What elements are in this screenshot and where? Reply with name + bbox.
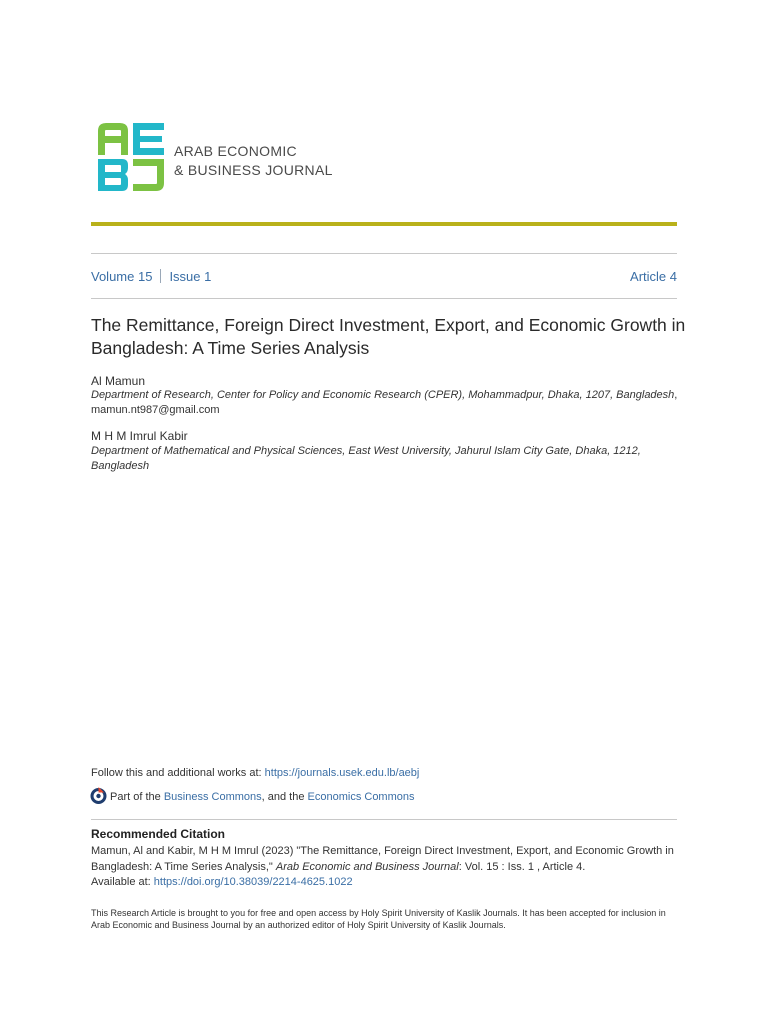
citation-journal: Arab Economic and Business Journal [275, 860, 459, 873]
economics-commons-link[interactable]: Economics Commons [307, 791, 415, 803]
issue-meta-row [91, 269, 677, 287]
bepress-commons-icon [89, 786, 108, 805]
author-name: M H M Imrul Kabir [91, 429, 188, 443]
volume-link[interactable]: Volume 15 [91, 269, 153, 284]
journal-name-line2: & BUSINESS JOURNAL [174, 162, 333, 178]
issue-link[interactable]: Issue 1 [169, 269, 212, 284]
citation-volume: : Vol. 15 : Iss. 1 , Article 4. [458, 860, 586, 873]
article-number-link[interactable]: Article 4 [630, 269, 677, 284]
divider-citation [91, 819, 677, 820]
follow-prefix: Follow this and additional works at: [91, 767, 265, 779]
citation-text [91, 844, 681, 891]
journal-name [174, 142, 333, 180]
divider-top [91, 253, 677, 254]
recommended-citation-heading: Recommended Citation [91, 827, 226, 841]
part-of-middle: , and the [261, 791, 308, 803]
available-at-label: Available at: [91, 876, 154, 888]
author-name: Al Mamun [91, 374, 146, 388]
author-affiliation [91, 388, 681, 417]
journal-name-line1: ARAB ECONOMIC [174, 143, 297, 159]
citation-authors-title: Mamun, Al and Kabir, M H M Imrul (2023) "The Remittance, Foreign Direct Investment, Export, and Economic Growth in Bangladesh: A Time Series Analysis," [91, 845, 674, 873]
doi-link[interactable]: https://doi.org/10.38039/2214-4625.1022 [153, 876, 353, 888]
business-commons-link[interactable]: Business Commons [163, 791, 262, 803]
accent-rule [91, 222, 677, 226]
author-affiliation [91, 444, 681, 473]
access-footnote: This Research Article is brought to you for free and open access by Holy Spirit University of Kaslik Journals. It has been accepted for inclusion in Arab Economic and Business Journal by an authorized editor of Holy Spirit University of Kaslik Journals. [91, 908, 666, 930]
affiliation-text: Department of Research, Center for Policy and Economic Research (CPER), Mohammadpur, Dhaka, 1207, Bangladesh [91, 389, 675, 401]
journal-url-link[interactable]: https://journals.usek.edu.lb/aebj [264, 767, 420, 779]
article-title: The Remittance, Foreign Direct Investment, Export, and Economic Growth in Bangladesh: A Time Series Analysis [91, 315, 686, 358]
author-email[interactable]: , mamun.nt987@gmail.com [91, 389, 678, 416]
follow-line [91, 767, 419, 779]
part-of-prefix: Part of the [110, 791, 164, 803]
journal-logo [96, 121, 166, 193]
affiliation-text: Department of Mathematical and Physical Sciences, East West University, Jahurul Islam City Gate, Dhaka, 1212, Bangladesh [91, 445, 641, 472]
meta-separator [160, 269, 161, 283]
divider-meta [91, 298, 677, 299]
